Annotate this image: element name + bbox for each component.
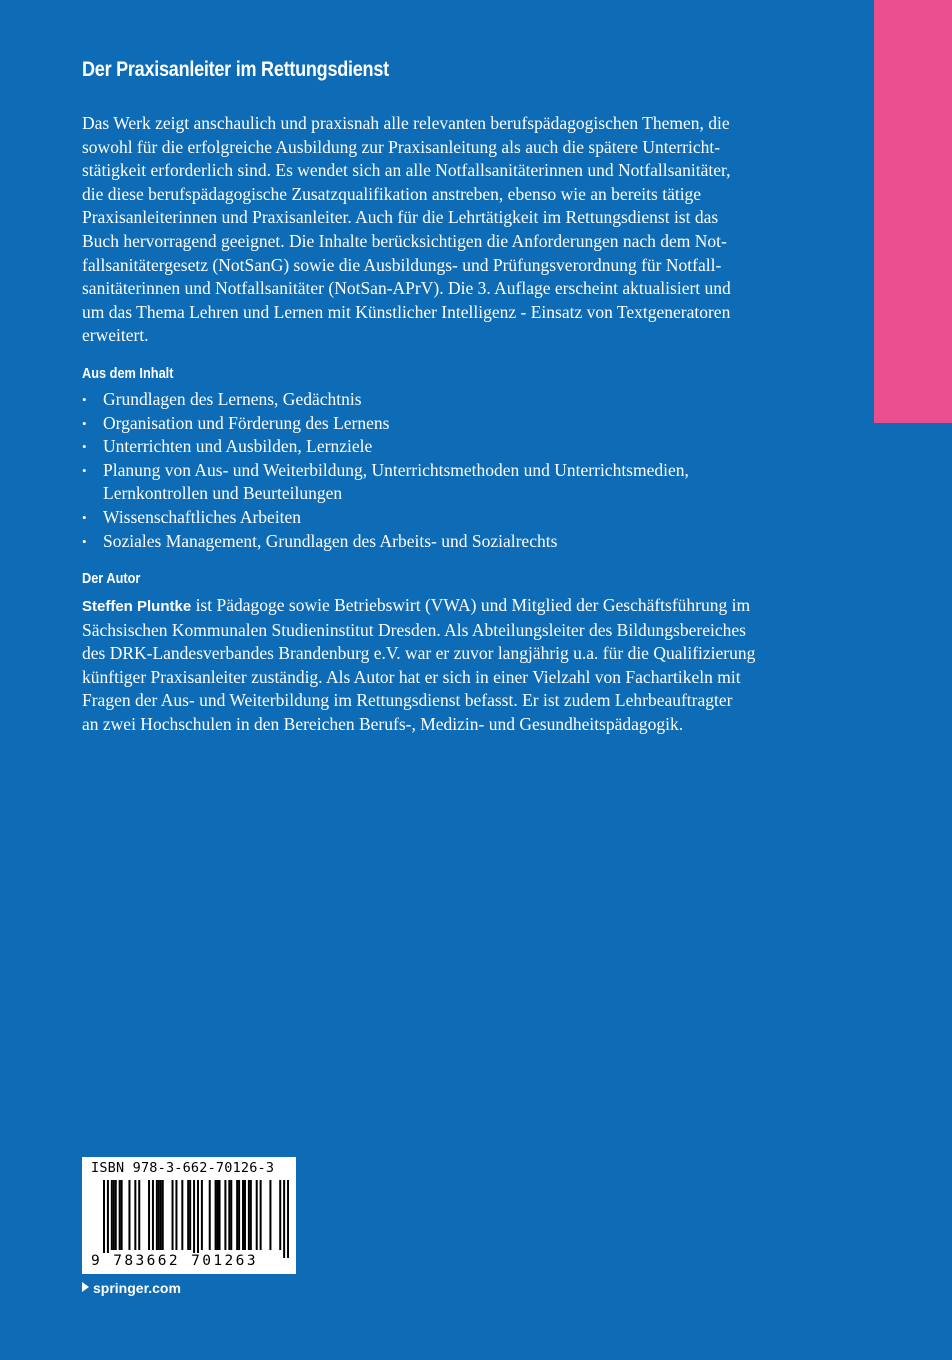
- barcode-bar: [283, 1180, 285, 1258]
- author-bio-line: an zwei Hochschulen in den Bereichen Berufs-, Medizin- und Gesundheitspädagogik.: [82, 713, 684, 734]
- author-bio: [82, 594, 782, 737]
- list-item: • Soziales Management, Grundlagen des Arbeits- und Sozialrechts: [82, 530, 689, 554]
- publisher-link-text: springer.com: [93, 1280, 181, 1296]
- barcode-bar: [160, 1180, 162, 1250]
- barcode-bar: [228, 1180, 230, 1250]
- book-title: Der Praxisanleiter im Rettungsdienst: [82, 58, 389, 81]
- barcode-bar: [134, 1180, 136, 1250]
- barcode-bar: [103, 1180, 105, 1258]
- intro-line: sanitäterinnen und Notfallsanitäter (NotSan-APrV). Die 3. Auflage erscheint aktualisiert und: [82, 278, 731, 299]
- author-bio-line: des DRK-Landesverbandes Brandenburg e.V. war er zuvor langjährig u.a. für die Qualifizierung: [82, 643, 756, 664]
- author-heading: Der Autor: [82, 571, 141, 587]
- intro-line: fallsanitätergesetz (NotSanG) sowie die Ausbildungs- und Prüfungsverordnung für Notfall-: [82, 254, 722, 275]
- barcode-bar: [187, 1180, 189, 1250]
- barcode-bar: [162, 1180, 164, 1250]
- contents-heading: Aus dem Inhalt: [82, 366, 174, 382]
- barcode-bar: [279, 1180, 281, 1250]
- list-item-continuation: Lernkontrollen und Beurteilungen: [103, 483, 343, 504]
- list-item: • Planung von Aus- und Weiterbildung, Unterrichtsmethoden und Unterrichtsmedien,: [82, 459, 689, 483]
- author-name: Steffen Pluntke: [82, 598, 192, 615]
- list-item: • Wissenschaftliches Arbeiten: [82, 506, 689, 530]
- barcode-digits: 9 783662 701263: [91, 1253, 258, 1269]
- barcode-bar: [121, 1180, 123, 1250]
- barcode-bar: [113, 1180, 115, 1250]
- intro-line: Das Werk zeigt anschaulich und praxisnah alle relevanten berufspädagogischen Themen, die: [82, 113, 730, 133]
- author-bio-line: künftiger Praxisanleiter zuständig. Als Autor hat er sich in einer Vielzahl von Fachartikeln mit: [82, 666, 741, 687]
- intro-line: sowohl für die erfolgreiche Ausbildung zur Praxisanleitung als auch die spätere Unterricht-: [82, 136, 721, 157]
- barcode-bars: [103, 1180, 289, 1258]
- barcode-bar: [238, 1180, 240, 1250]
- barcode-bar: [269, 1180, 271, 1250]
- barcode-bar: [224, 1180, 226, 1250]
- author-bio-line: Sächsischen Kommunalen Studieninstitut Dresden. Als Abteilungsleiter des Bildungsbereiches: [82, 619, 746, 640]
- barcode-bar: [242, 1180, 244, 1250]
- barcode-bar: [119, 1180, 121, 1250]
- isbn-label: ISBN 978-3-662-70126-3: [91, 1160, 275, 1176]
- barcode-bar: [230, 1180, 232, 1250]
- barcode-bar: [215, 1180, 217, 1250]
- barcode-bar: [193, 1180, 195, 1258]
- intro-line: Buch hervorragend geeignet. Die Inhalte berücksichtigen die Anforderungen nach dem Not-: [82, 230, 727, 251]
- barcode-bar: [219, 1180, 221, 1250]
- barcode-bar: [138, 1180, 140, 1250]
- list-item: • Organisation und Förderung des Lernens: [82, 412, 689, 436]
- barcode-bar: [260, 1180, 262, 1250]
- barcode-bar: [189, 1180, 191, 1250]
- intro-line: stätigkeit erforderlich sind. Es wendet sich an alle Notfallsanitäterinnen und Notfallsanitäter,: [82, 160, 731, 181]
- barcode-bar: [107, 1180, 109, 1258]
- isbn-barcode: [82, 1157, 296, 1274]
- barcode-bar: [111, 1180, 113, 1250]
- barcode-bar: [181, 1180, 183, 1250]
- barcode-bar: [209, 1180, 211, 1250]
- barcode-bar: [148, 1180, 150, 1250]
- barcode-bar: [115, 1180, 117, 1250]
- author-bio-text: ist Pädagoge sowie Betriebswirt (VWA) und Mitglied der Geschäftsführung im: [191, 595, 751, 615]
- list-item: • Grundlagen des Lernens, Gedächtnis: [82, 388, 689, 412]
- barcode-bar: [250, 1180, 252, 1250]
- barcode-bar: [256, 1180, 258, 1250]
- author-bio-line: Fragen der Aus- und Weiterbildung im Rettungsdienst befasst. Er ist zudem Lehrbeauftragter: [82, 690, 733, 711]
- publisher-link[interactable]: [82, 1280, 181, 1296]
- barcode-bar: [236, 1180, 238, 1250]
- intro-line: Praxisanleiterinnen und Praxisanleiter. Auch für die Lehrtätigkeit im Rettungsdienst ist das: [82, 207, 719, 228]
- barcode-bar: [197, 1180, 199, 1258]
- contents-list: [82, 388, 689, 553]
- author-bio-line: [82, 594, 782, 619]
- intro-line: erweitert.: [82, 325, 149, 346]
- arrow-right-icon: [82, 1282, 89, 1292]
- pink-accent-strip: [874, 0, 952, 423]
- barcode-bar: [175, 1180, 177, 1250]
- intro-line: die diese berufspädagogische Zusatzqualifikation anstreben, ebenso wie an bereits tätige: [82, 183, 702, 204]
- list-item: • Unterrichten und Ausbilden, Lernziele: [82, 435, 689, 459]
- barcode-bar: [217, 1180, 219, 1250]
- barcode-bar: [156, 1180, 158, 1250]
- intro-paragraph: [82, 112, 782, 348]
- barcode-bar: [152, 1180, 154, 1250]
- barcode-bar: [201, 1180, 203, 1250]
- barcode-bar: [172, 1180, 174, 1250]
- barcode-bar: [158, 1180, 160, 1250]
- barcode-bar: [244, 1180, 246, 1250]
- barcode-bar: [248, 1180, 250, 1250]
- barcode-bar: [128, 1180, 130, 1250]
- barcode-bar: [287, 1180, 289, 1258]
- intro-line: um das Thema Lehren und Lernen mit Künstlicher Intelligenz - Einsatz von Textgeneratoren: [82, 301, 731, 322]
